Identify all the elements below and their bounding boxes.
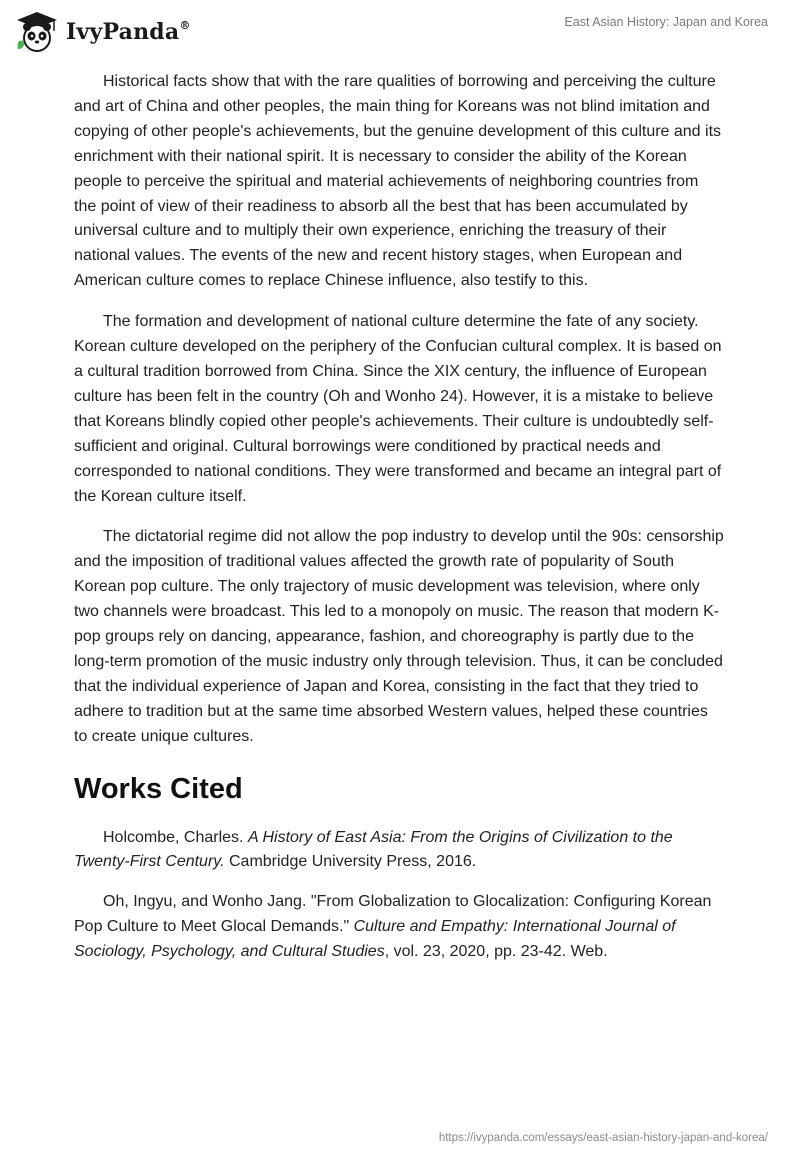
body-paragraph: Historical facts show that with the rare qualities of borrowing and perceiving the culture and art of China and other peoples, the main thing for Koreans was not blind imitation and copying of other people's achievements, but the genuine development of this culture and its enrichment with their national spirit. It is necessary to consider the ability of the Korean people to perceive the spiritual and material achievements of neighboring countries from the point of view of their readiness to absorb all the best that has been accumulated by universal culture and to multiply their own experience, enriching the treasury of their national values. The events of the new and recent history stages, when European and American culture comes to replace Chinese influence, also testify to this.	[74, 73, 722, 290]
ivypanda-logo[interactable]	[14, 8, 191, 56]
page-header	[0, 0, 800, 62]
body-paragraph: The formation and development of national culture determine the fate of any society. Korean culture developed on the periphery of the Confucian cultural complex. It is based on a cultural tradition borrowed from China. Since the XIX century, the influence of European culture has been felt in the country (Oh and Wonho 24). However, it is a mistake to believe that Koreans blindly copied other people's achievements. Their culture is undoubtedly self-sufficient and original. Cultural borrowings were conditioned by practical needs and corresponded to national conditions. They were transformed and became an integral part of the Korean culture itself.	[74, 313, 722, 505]
works-cited-heading: Works Cited	[74, 772, 243, 805]
citation-author: Holcombe, Charles.	[103, 828, 248, 846]
citation-publisher: , vol. 23, 2020, pp. 23-42. Web.	[384, 943, 608, 961]
source-url-link[interactable]: https://ivypanda.com/essays/east-asian-history-japan-and-korea/	[438, 1132, 768, 1144]
citation-title: Culture and Empathy: International Journal of Sociology, Psychology, and Cultural Studies	[74, 918, 676, 961]
panda-graduate-icon	[14, 9, 60, 55]
citation-entry	[74, 826, 724, 876]
essay-body	[74, 70, 724, 980]
citation-title: A History of East Asia: From the Origins of Civilization to the Twenty-First Century.	[74, 828, 673, 871]
document-title: East Asian History: Japan and Korea	[564, 15, 768, 29]
citation-entry	[74, 890, 724, 965]
body-paragraph: The dictatorial regime did not allow the pop industry to develop until the 90s: censorship and the imposition of traditional values affected the growth rate of popularity of South Korean pop culture. The only trajectory of music development was television, where only two channels were broadcast. This led to a monopoly on music. The reason that modern K-pop groups rely on dancing, appearance, fashion, and choreography is partly due to the long-term promotion of the music industry only through television. Thus, it can be concluded that the individual experience of Japan and Korea, consisting in the fact that they tried to adhere to tradition but at the same time absorbed Western values, helped these countries to create unique cultures.	[74, 528, 724, 745]
logo-wordmark: IvyPanda®	[66, 18, 191, 45]
citation-publisher: Cambridge University Press, 2016.	[224, 853, 477, 871]
citation-author: Oh, Ingyu, and Wonho Jang. "From Globalization to Glocalization: Configuring Korean Pop Culture to Meet Glocal Demands."	[74, 893, 712, 936]
